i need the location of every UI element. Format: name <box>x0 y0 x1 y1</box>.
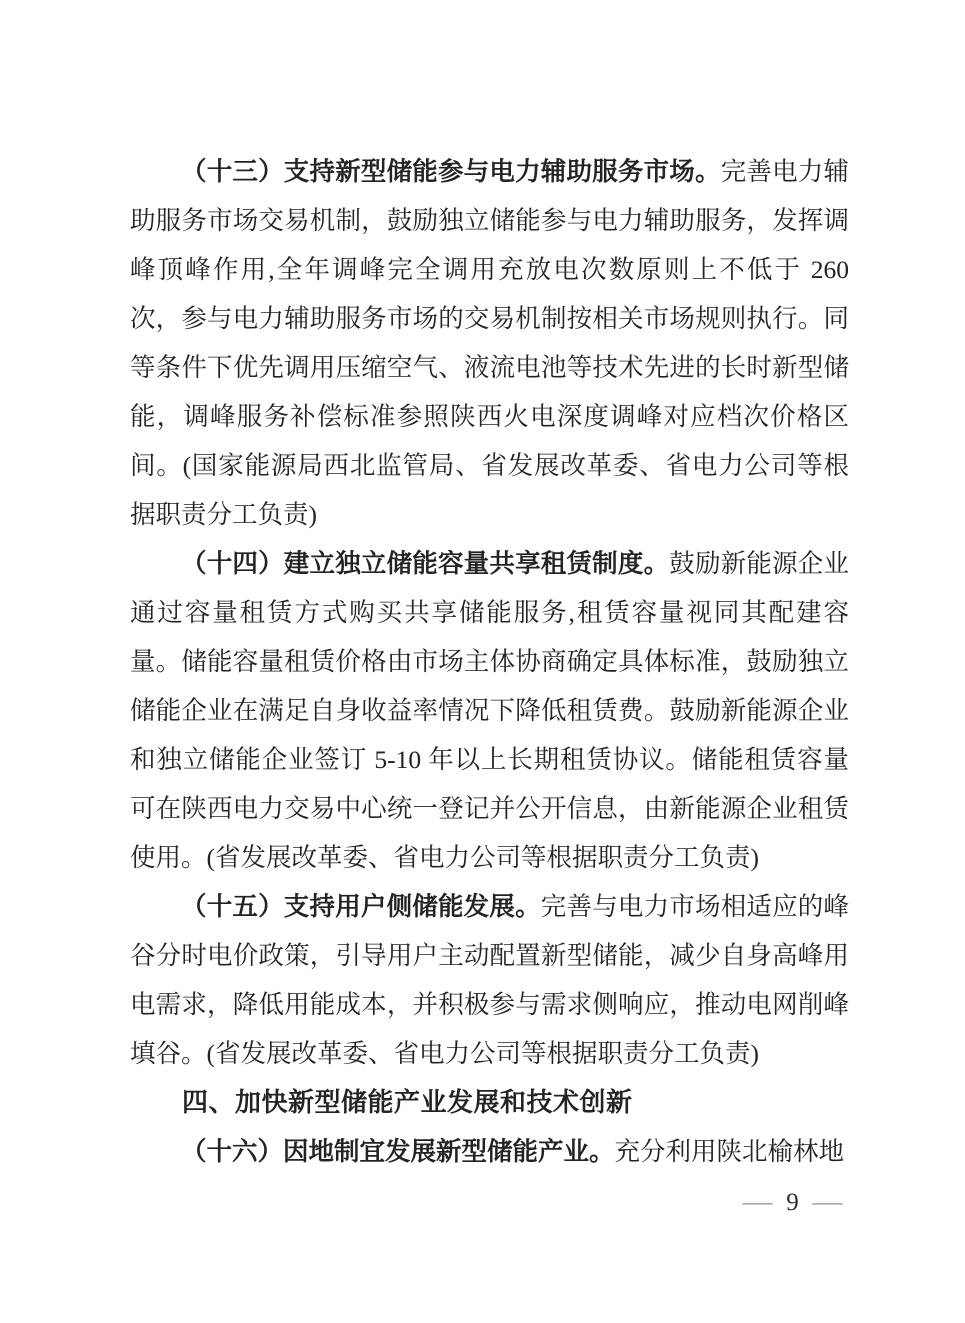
paragraph-lead: （十五）支持用户侧储能发展。 <box>181 892 541 921</box>
section-heading: 四、加快新型储能产业发展和技术创新 <box>182 1087 633 1117</box>
paragraph <box>130 882 849 1078</box>
page-number-value: 9 <box>786 1189 799 1216</box>
page-number <box>742 1186 843 1220</box>
paragraph-text: 充分利用陕北榆林地 <box>614 1137 845 1166</box>
paragraph-text: 完善电力辅助服务市场交易机制，鼓励独立储能参与电力辅助服务，发挥调峰顶峰作用,全年调峰完全调用充放电次数原则上不低于 260 次，参与电力辅助服务市场的交易机制按相关市场规则执行。同等条件下优先调用压缩空气、液流电池等技术先进的长时新型储能，调峰服务补偿标准参照陕西火电深度调峰对应档次价格区间。(国家能源局西北监管局、省发展改革委、省电力公司等根据职责分工负责) <box>130 157 849 529</box>
paragraph-lead: （十六）因地制宜发展新型储能产业。 <box>181 1137 615 1166</box>
paragraph-lead: （十三）支持新型储能参与电力辅助服务市场。 <box>181 157 721 186</box>
paragraph <box>130 147 849 539</box>
paragraph <box>130 1127 849 1176</box>
paragraph <box>130 539 849 882</box>
document-body <box>130 147 849 1176</box>
page-number-right-dash: — <box>812 1189 843 1216</box>
paragraph-text: 完善与电力市场相适应的峰谷分时电价政策，引导用户主动配置新型储能，减少自身高峰用电需求，降低用能成本，并积极参与需求侧响应，推动电网削峰填谷。(省发展改革委、省电力公司等根据职责分工负责) <box>130 892 849 1068</box>
paragraph-lead: （十四）建立独立储能容量共享租赁制度。 <box>181 549 670 578</box>
paragraph-text: 鼓励新能源企业通过容量租赁方式购买共享储能服务,租赁容量视同其配建容量。储能容量租赁价格由市场主体协商确定具体标准，鼓励独立储能企业在满足自身收益率情况下降低租赁费。鼓励新能源企业和独立储能企业签订 5-10 年以上长期租赁协议。储能租赁容量可在陕西电力交易中心统一登记并公开信息，由新能源企业租赁使用。(省发展改革委、省电力公司等根据职责分工负责) <box>130 549 849 872</box>
page-number-left-dash: — <box>742 1189 773 1216</box>
